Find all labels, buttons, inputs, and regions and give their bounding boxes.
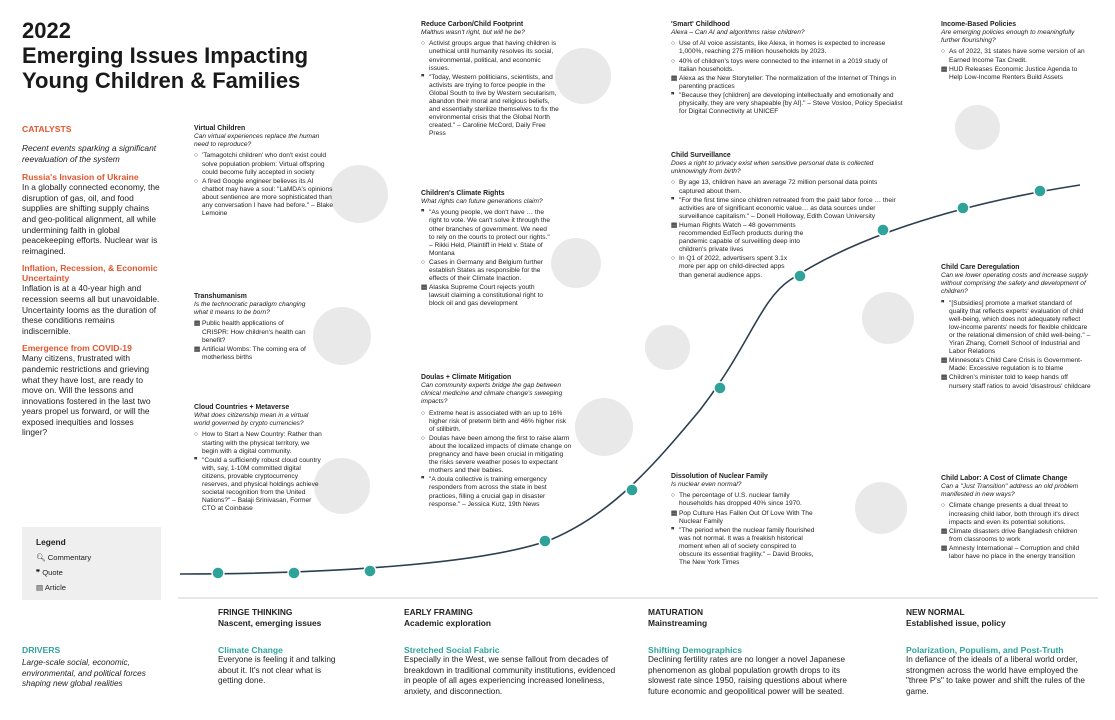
- driver-item: [218, 645, 343, 687]
- issue-cloud-countries: [194, 404, 322, 514]
- title-line1: Emerging Issues Impacting: [22, 43, 309, 68]
- driver-item: [648, 645, 866, 697]
- catalysts-heading: CATALYSTS: [22, 124, 72, 134]
- article-item: [421, 284, 551, 308]
- search-icon: ○: [941, 48, 945, 56]
- stage-desc: Nascent, emerging issues: [218, 618, 322, 628]
- stage-name: NEW NORMAL: [906, 607, 965, 617]
- item-text: 'Tamagotchi children' who don't exist could solve population problem: Virtual offspring could become fully accepted in society: [202, 152, 326, 176]
- article-item: [941, 528, 1091, 544]
- commentary-item: [194, 178, 334, 218]
- article-item: [194, 346, 312, 362]
- issue-title: 'Smart' Childhood: [671, 21, 730, 28]
- quote-icon: ❞: [671, 196, 675, 204]
- issue-title: Child Labor: A Cost of Climate Change: [941, 475, 1068, 482]
- commentary-item: [194, 152, 334, 176]
- item-text: Use of AI voice assistants, like Alexa, in homes is expected to increase 1,000%, reaching 275 million households by 2023.: [679, 40, 886, 56]
- article-item: [941, 66, 1091, 82]
- stage-desc: Mainstreaming: [648, 618, 708, 628]
- node: [626, 484, 638, 496]
- item-text: "[Subsidies] promote a market standard of quality that reflects experts' evaluation of child well-being, which does not adequately reflect low-income parents' needs for flexible childcare or the relational dimension of child well-being." – Yiran Zhang, Cornell School of Industrial and Labor Relations: [949, 299, 1091, 356]
- issue-income-policies: [941, 21, 1091, 83]
- article-item: [194, 320, 312, 344]
- title-year: 2022: [22, 18, 71, 43]
- quote-item: [194, 457, 322, 514]
- search-icon: ○: [194, 431, 198, 439]
- catalyst-title: Inflation, Recession, & Economic Uncertainty: [22, 263, 158, 284]
- item-text: "As young people, we don't have … the right to vote. We can't solve it through the other branches of government. We need to rely on the courts to protect our rights." – Rikki Held, Plaintiff in Held v. State of Montana: [429, 209, 550, 257]
- item-text: As of 2022, 31 states have some version of an Earned Income Tax Credit.: [949, 48, 1085, 64]
- drivers-heading: DRIVERS: [22, 645, 61, 655]
- legend-label: Quote: [42, 568, 63, 577]
- issue-subtitle: Is the technocratic paradigm changing what it means to be born?: [194, 301, 306, 317]
- article-item: [671, 75, 903, 91]
- article-icon: ▤: [941, 544, 948, 552]
- illustration-income: [955, 105, 1000, 150]
- commentary-item: [671, 179, 903, 195]
- article-item: [941, 545, 1091, 561]
- article-icon: ▤: [194, 320, 201, 328]
- item-text: Human Rights Watch – 48 governments recommended EdTech products during the pandemic capable of surveilling deep into children's private lives: [679, 221, 804, 254]
- legend-label: Article: [44, 583, 66, 592]
- item-text: Children's minister told to keep hands off nursery staff ratios to avoid 'disastrous' childcare: [949, 374, 1091, 390]
- issue-climate-rights: [421, 190, 551, 310]
- catalyst-title: Russia's Invasion of Ukraine: [22, 172, 139, 183]
- issue-subtitle: Malthus wasn't right, but will he be?: [421, 29, 525, 37]
- item-text: Minnesota's Child Care Crisis is Government-Made: Excessive regulation is to blame: [949, 357, 1083, 373]
- stage-name: MATURATION: [648, 607, 704, 617]
- article-icon: ▤: [941, 374, 948, 382]
- issue-title: Doulas + Climate Mitigation: [421, 374, 512, 381]
- legend-label: Commentary: [47, 553, 92, 562]
- issue-virtual-children: [194, 125, 334, 219]
- node: [714, 382, 726, 394]
- illustration-carbon: [555, 48, 611, 104]
- issue-subtitle: Can community experts bridge the gap between clinical medicine and climate change's sweeping impacts?: [421, 382, 563, 406]
- item-text: Artificial Wombs: The coming era of motherless births: [202, 345, 306, 361]
- driver-item: [404, 645, 616, 697]
- node: [288, 567, 300, 579]
- item-text: "The period when the nuclear family flourished was not normal. It was a freakish historical moment when all of society conspired to obscure its essential fragility." – David Brooks, The New York Times: [679, 526, 815, 567]
- quote-icon: ❞: [941, 299, 945, 307]
- item-text: Climate change presents a dual threat to increasing child labor, both through it's direct impacts and even its potential solutions.: [949, 502, 1079, 526]
- commentary-item: [194, 431, 322, 455]
- search-icon: ○: [194, 177, 198, 185]
- item-text: 40% of children's toys were connected to the internet in a 2019 study of Italian households.: [679, 57, 888, 73]
- commentary-item: [671, 255, 789, 279]
- stage-name: EARLY FRAMING: [404, 607, 473, 617]
- article-icon: ▤: [671, 509, 678, 517]
- issue-subtitle: What does citizenship mean in a virtual world governed by crypto currencies?: [194, 412, 309, 428]
- issue-subtitle: Alexa – Can AI and algorithms raise children?: [671, 29, 805, 37]
- item-text: "Could a sufficiently robust cloud country with, say, 1-10M committed digital citizens, provable cryptocurrency reserves, and physical holdings achieve societal recognition from the United Nations?" – Balaji Srinivasan, Former CTO at Coinbase: [202, 456, 321, 513]
- issue-title: Dissolution of Nuclear Family: [671, 473, 768, 480]
- article-item: [671, 510, 821, 526]
- article-icon: ▤: [941, 527, 948, 535]
- item-text: HUD Releases Economic Justice Agenda to Help Low-Income Renters Build Assets: [949, 65, 1078, 81]
- article-item: [671, 222, 829, 254]
- issue-title: Reduce Carbon/Child Footprint: [421, 21, 524, 28]
- quote-icon: ❞: [36, 568, 43, 577]
- node: [957, 202, 969, 214]
- item-text: Climate disasters drive Bangladesh children from classrooms to work: [949, 527, 1078, 543]
- illustration-surveillance: [645, 325, 690, 370]
- search-icon: ○: [671, 40, 675, 48]
- illustration-climate-rights: [551, 238, 601, 288]
- stage-desc: Academic exploration: [404, 618, 492, 628]
- catalyst-title: Emergence from COVID-19: [22, 343, 132, 354]
- driver-title: Climate Change: [218, 645, 283, 655]
- issue-subtitle: Does a right to privacy exist when sensitive personal data is collected unknowingly from birth?: [671, 160, 874, 176]
- search-icon: ○: [421, 409, 425, 417]
- search-icon: ○: [194, 152, 198, 160]
- curve-nodes: [212, 185, 1046, 579]
- commentary-item: [941, 48, 1091, 64]
- issue-title: Income-Based Policies: [941, 21, 1017, 28]
- quote-icon: ❞: [421, 476, 425, 484]
- commentary-item: [421, 259, 551, 283]
- item-text: "Today, Western politicians, scientists, and activists are trying to force people in the Global South to live by Western secularism, abandon their moral and religious beliefs, and essentially sterilize themselves to fix the environmental crisis that the Global North created." – Caroline McCord, Daily Free Press: [429, 73, 559, 138]
- item-text: Alexa as the New Storyteller: The normalization of the Internet of Things in parenting practices: [679, 74, 897, 90]
- item-text: How to Start a New Country: Rather than starting with the physical territory, we begin with a digital community.: [202, 431, 322, 455]
- quote-item: [941, 300, 1091, 357]
- article-icon: ▤: [941, 65, 948, 73]
- driver-item: [906, 645, 1096, 697]
- stage-maturation: [648, 607, 818, 629]
- quote-item: [671, 197, 903, 221]
- issue-carbon-footprint: [421, 21, 561, 140]
- quote-icon: ❞: [671, 526, 675, 534]
- article-icon: ▤: [671, 221, 678, 229]
- illustration-childcare: [862, 292, 914, 344]
- issue-transhumanism: [194, 293, 312, 363]
- item-text: By age 13, children have an average 72 million personal data points captured about them.: [679, 179, 878, 195]
- item-text: Cases in Germany and Belgium further establish States as responsible for the effects of their Climate Inaction.: [429, 258, 543, 283]
- issue-subtitle: Are emerging policies enough to meaningfully further flourishing?: [941, 29, 1075, 45]
- quote-item: [421, 74, 561, 139]
- catalyst-text: Many citizens, frustrated with pandemic restrictions and grieving what they have lost, are ready to move on. Will the lessons and innovations fostered in the last two years propel us forward, or will the exposed inequities and losses linger?: [22, 353, 151, 438]
- quote-item: [421, 209, 551, 258]
- article-icon: ▤: [194, 345, 201, 353]
- issue-subtitle: What rights can future generations claim?: [421, 198, 543, 206]
- issue-title: Transhumanism: [194, 293, 247, 300]
- article-icon: ▤: [36, 583, 45, 592]
- stage-fringe: [218, 607, 388, 629]
- stage-early: [404, 607, 574, 629]
- issue-title: Child Surveillance: [671, 152, 731, 159]
- issue-subtitle: Can virtual experiences replace the human need to reproduce?: [194, 133, 320, 149]
- catalysts-intro: Recent events sparking a significant reevaluation of the system: [22, 143, 157, 164]
- issue-subtitle: Is nuclear even normal?: [671, 481, 742, 489]
- commentary-item: [671, 58, 903, 74]
- search-icon: ○: [421, 258, 425, 266]
- node: [1034, 185, 1046, 197]
- issue-child-labor: [941, 475, 1091, 562]
- stage-desc: Established issue, policy: [906, 618, 1006, 628]
- item-text: Alaska Supreme Court rejects youth lawsuit claiming a constitutional right to block oil and gas development: [429, 284, 543, 308]
- item-text: Activist groups argue that having children is unethical until humanity resolves its social, environmental, political, and economic issues.: [429, 40, 557, 72]
- item-text: Extreme heat is associated with an up to 16% higher risk of preterm birth and 46% higher risk of stillbirth.: [429, 409, 567, 433]
- commentary-item: [671, 40, 903, 56]
- article-icon: ▤: [941, 357, 948, 365]
- issue-subtitle: Can we lower operating costs and increase supply without comprising the safety and development of children?: [941, 272, 1088, 296]
- quote-item: [421, 476, 573, 508]
- commentary-item: [421, 40, 561, 72]
- drivers-intro: Large-scale social, economic, environmental, and political forces shaping new global realities: [22, 658, 146, 689]
- driver-text: Declining fertility rates are no longer a novel Japanese phenomenon as global population growth drops to its slowest rate since 1950, raising questions about where future economic and geopolitical power will be seated.: [648, 655, 847, 696]
- driver-text: Especially in the West, we sense fallout from decades of breakdown in traditional community institutions, evidenced in people of all ages experiencing increased loneliness, anxiety, and disconnection.: [404, 655, 616, 696]
- issue-smart-childhood: [671, 21, 903, 117]
- illustration-labor: [855, 482, 907, 534]
- illustration-transhumanism: [313, 307, 371, 365]
- issue-title: Children's Climate Rights: [421, 190, 505, 197]
- stage-new-normal: [906, 607, 1076, 629]
- search-icon: ○: [671, 492, 675, 500]
- item-text: A fired Google engineer believes its AI chatbot may have a soul: "LaMDA's opinions about sentience are more sophisticated than any conversation I have had before." – Blake Lemoine: [202, 177, 334, 218]
- driver-text: Everyone is feeling it and talking about it. It's not clear what is getting done.: [218, 655, 336, 686]
- quote-item: [671, 92, 903, 116]
- driver-title: Stretched Social Fabric: [404, 645, 500, 655]
- node: [364, 565, 376, 577]
- item-text: Pop Culture Has Fallen Out Of Love With The Nuclear Family: [679, 509, 813, 525]
- issue-doulas: [421, 374, 573, 510]
- drivers-intro-block: [22, 645, 172, 690]
- item-text: "A doula collective is training emergency responders from across the state in best practices, filling a crucial gap in disaster response." – Jessica Kutz, 19th News: [429, 476, 547, 508]
- commentary-item: [421, 410, 573, 434]
- commentary-item: [671, 492, 821, 508]
- driver-text: In defiance of the ideals of a liberal world order, strongmen across the world have employed the "three P's" to take power and shift the rules of the game.: [906, 655, 1085, 696]
- search-icon: ○: [421, 434, 425, 442]
- search-icon: 🔍︎: [36, 553, 48, 562]
- illustration-virtual: [330, 165, 388, 223]
- issue-title: Cloud Countries + Metaverse: [194, 404, 290, 411]
- quote-icon: ❞: [421, 209, 425, 217]
- node: [212, 567, 224, 579]
- article-icon: ▤: [421, 284, 428, 292]
- legend-title: Legend: [36, 537, 66, 547]
- issue-title: Child Care Deregulation: [941, 264, 1020, 271]
- commentary-item: [941, 502, 1091, 526]
- catalyst-text: Inflation is at a 40-year high and recession seems all but unavoidable. Uncertainty looms as the duration of these conditions remains indiscernible.: [22, 283, 160, 336]
- node: [539, 535, 551, 547]
- item-text: "For the first time since children retreated from the paid labor force … their activities are of significant economic value… as data sources under surveillance capitalism." – Donell Holloway, Edith Cowan University: [679, 196, 896, 220]
- issue-subtitle: Can a "Just Transition" address an old problem manifested in new ways?: [941, 483, 1079, 499]
- illustration-doulas: [575, 398, 633, 456]
- title-line2: Young Children & Families: [22, 68, 301, 93]
- stage-name: FRINGE THINKING: [218, 607, 293, 617]
- article-icon: ▤: [671, 74, 678, 82]
- quote-icon: ❞: [421, 73, 425, 81]
- search-icon: ○: [421, 40, 425, 48]
- quote-icon: ❞: [671, 91, 675, 99]
- issue-title: Virtual Children: [194, 125, 246, 132]
- commentary-item: [421, 435, 573, 475]
- search-icon: ○: [941, 502, 945, 510]
- search-icon: ○: [671, 57, 675, 65]
- article-item: [941, 374, 1091, 390]
- item-text: Doulas have been among the first to raise alarm about the localized impacts of climate change on pregnancy and have been crucial in mitigating the risks severe weather poses to expectant mothers and their babies.: [429, 434, 572, 475]
- driver-title: Shifting Demographics: [648, 645, 743, 655]
- search-icon: ○: [671, 255, 675, 263]
- item-text: Amnesty International – Corruption and child labor have no place in the energy transition: [949, 544, 1080, 561]
- driver-title: Polarization, Populism, and Post-Truth: [906, 645, 1064, 655]
- issue-nuclear-family: [671, 473, 821, 568]
- item-text: The percentage of U.S. nuclear family households has dropped 40% since 1970.: [679, 492, 802, 508]
- quote-icon: ❞: [194, 456, 198, 464]
- search-icon: ○: [671, 179, 675, 187]
- issue-child-care: [941, 264, 1091, 392]
- quote-item: [671, 527, 821, 567]
- issue-child-surveillance: [671, 152, 903, 281]
- article-item: [941, 357, 1091, 373]
- illustration-cloud: [314, 458, 370, 514]
- catalyst-text: In a globally connected economy, the disruption of gas, oil, and food supplies are shifting supply chains and geo-political alignment, all while undermining faith in global peacekeeping efforts. Nuclear war is reimagined.: [22, 182, 160, 256]
- item-text: In Q1 of 2022, advertisers spent 3.1x more per app on child-directed apps than general audience apps.: [679, 255, 788, 279]
- item-text: "Because they [children] are developing intellectually and emotionally and physically, they are very shapeable [by AI]." – Steve Vosloo, Policy Specialist for Digital Connectivity at UNICEF: [679, 91, 903, 116]
- item-text: Public health applications of CRISPR: How children's health can benefit?: [202, 320, 306, 344]
